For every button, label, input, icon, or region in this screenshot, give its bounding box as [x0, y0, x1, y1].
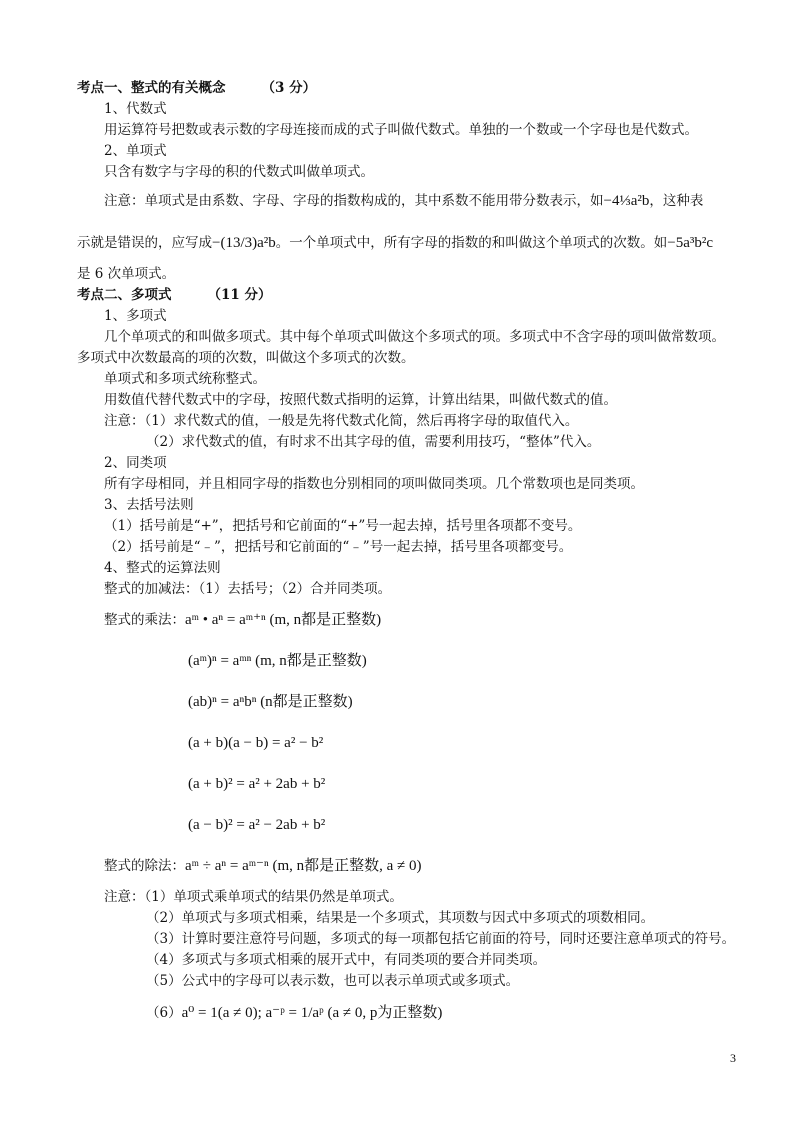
note-line: （5）公式中的字母可以表示数，也可以表示单项式或多项式。 — [146, 973, 520, 989]
formula-label: 整式的乘法： — [104, 612, 185, 628]
paragraph: 多项式中次数最高的项的次数，叫做这个多项式的次数。 — [77, 350, 415, 366]
note-line: 是 6 次单项式。 — [77, 266, 176, 282]
section-2-score: （11 分） — [207, 287, 272, 303]
rule-line: （2）括号前是“﹣”，把括号和它前面的“﹣”号一起去掉，括号里各项都变号。 — [104, 539, 573, 555]
subheading-monomial: 2、单项式 — [104, 143, 167, 159]
formula-difference-of-squares: (a + b)(a − b) = a² − b² — [188, 735, 324, 751]
note-line — [77, 233, 713, 253]
paragraph: 单项式和多项式统称整式。 — [104, 371, 266, 387]
paragraph: 整式的加减法：（1）去括号；（2）合并同类项。 — [104, 581, 392, 597]
paragraph: 几个单项式的和叫做多项式。其中每个单项式叫做这个多项式的项。多项式中不含字母的项叫做常数项。 — [104, 329, 725, 345]
formula-row — [104, 610, 381, 630]
note-line: （3）计算时要注意符号问题，多项式的每一项都包括它前面的符号，同时还要注意单项式的符号。 — [146, 931, 736, 947]
formula-product-of-powers: aᵐ • aⁿ = aᵐ⁺ⁿ (m, n都是正整数) — [185, 612, 382, 628]
formula-row — [104, 856, 422, 876]
note-text: 注意：单项式是由系数、字母、字母的指数构成的，其中系数不能用带分数表示，如 — [104, 193, 604, 209]
note-line: 注意：（1）求代数式的值，一般是先将代数式化简，然后再将字母的取值代入。 — [104, 413, 579, 429]
subheading-like-terms: 2、同类项 — [104, 455, 167, 471]
subheading-operation-rules: 4、整式的运算法则 — [104, 560, 221, 576]
formula-row — [146, 1003, 442, 1023]
subheading-bracket-rules: 3、去括号法则 — [104, 497, 194, 513]
formula-power-of-power: (aᵐ)ⁿ = aᵐⁿ (m, n都是正整数) — [188, 653, 367, 669]
paragraph: 只含有数字与字母的积的代数式叫做单项式。 — [104, 164, 374, 180]
note-text: 示就是错误的，应写成 — [77, 235, 212, 251]
formula-zero-negative-exponent: a⁰ = 1(a ≠ 0); a⁻ᵖ = 1/aᵖ (a ≠ 0, p为正整数) — [181, 1005, 443, 1021]
formula-square-of-sum: (a + b)² = a² + 2ab + b² — [188, 776, 326, 792]
page-number: 3 — [730, 1051, 736, 1065]
subheading-algebraic-expression: 1、代数式 — [104, 101, 167, 117]
paragraph: 所有字母相同，并且相同字母的指数也分别相同的项叫做同类项。几个常数项也是同类项。 — [104, 476, 644, 492]
formula-power-of-product: (ab)ⁿ = aⁿbⁿ (n都是正整数) — [188, 694, 353, 710]
note-text: 。一个单项式中，所有字母的指数的和叫做这个单项式的次数。如 — [275, 235, 668, 251]
formula-quotient-of-powers: aᵐ ÷ aⁿ = aᵐ⁻ⁿ (m, n都是正整数, a ≠ 0) — [185, 858, 422, 874]
subheading-polynomial: 1、多项式 — [104, 308, 167, 324]
section-1-score: （3 分） — [261, 80, 317, 96]
note-line: （4）多项式与多项式相乘的展开式中，有同类项的要合并同类项。 — [146, 952, 547, 968]
formula-fraction: −(13/3)a²b — [212, 235, 276, 251]
note-line — [104, 191, 703, 211]
section-2-title — [77, 285, 272, 305]
note-line: 注意：（1）单项式乘单项式的结果仍然是单项式。 — [104, 889, 403, 905]
note-line: （2）单项式与多项式相乘，结果是一个多项式，其项数与因式中多项式的项数相同。 — [146, 910, 655, 926]
formula-label: （6） — [146, 1005, 182, 1021]
section-1-heading: 考点一、整式的有关概念 — [77, 80, 226, 96]
rule-line: （1）括号前是“+”，把括号和它前面的“+”号一起去掉，括号里各项都不变号。 — [104, 518, 582, 534]
note-text: ，这种表 — [649, 193, 704, 209]
paragraph: 用数值代替代数式中的字母，按照代数式指明的运算，计算出结果，叫做代数式的值。 — [104, 392, 617, 408]
note-line: （2）求代数式的值，有时求不出其字母的值，需要利用技巧，“整体”代入。 — [146, 434, 601, 450]
formula-monomial: −5a³b²c — [667, 235, 714, 251]
formula-square-of-difference: (a − b)² = a² − 2ab + b² — [188, 817, 326, 833]
section-2-heading: 考点二、多项式 — [77, 287, 172, 303]
formula-mixed-fraction: −4⅓a²b — [603, 193, 650, 209]
formula-label: 整式的除法： — [104, 858, 185, 874]
paragraph: 用运算符号把数或表示数的字母连接而成的式子叫做代数式。单独的一个数或一个字母也是代数式。 — [104, 122, 698, 138]
section-1-title — [77, 78, 316, 98]
